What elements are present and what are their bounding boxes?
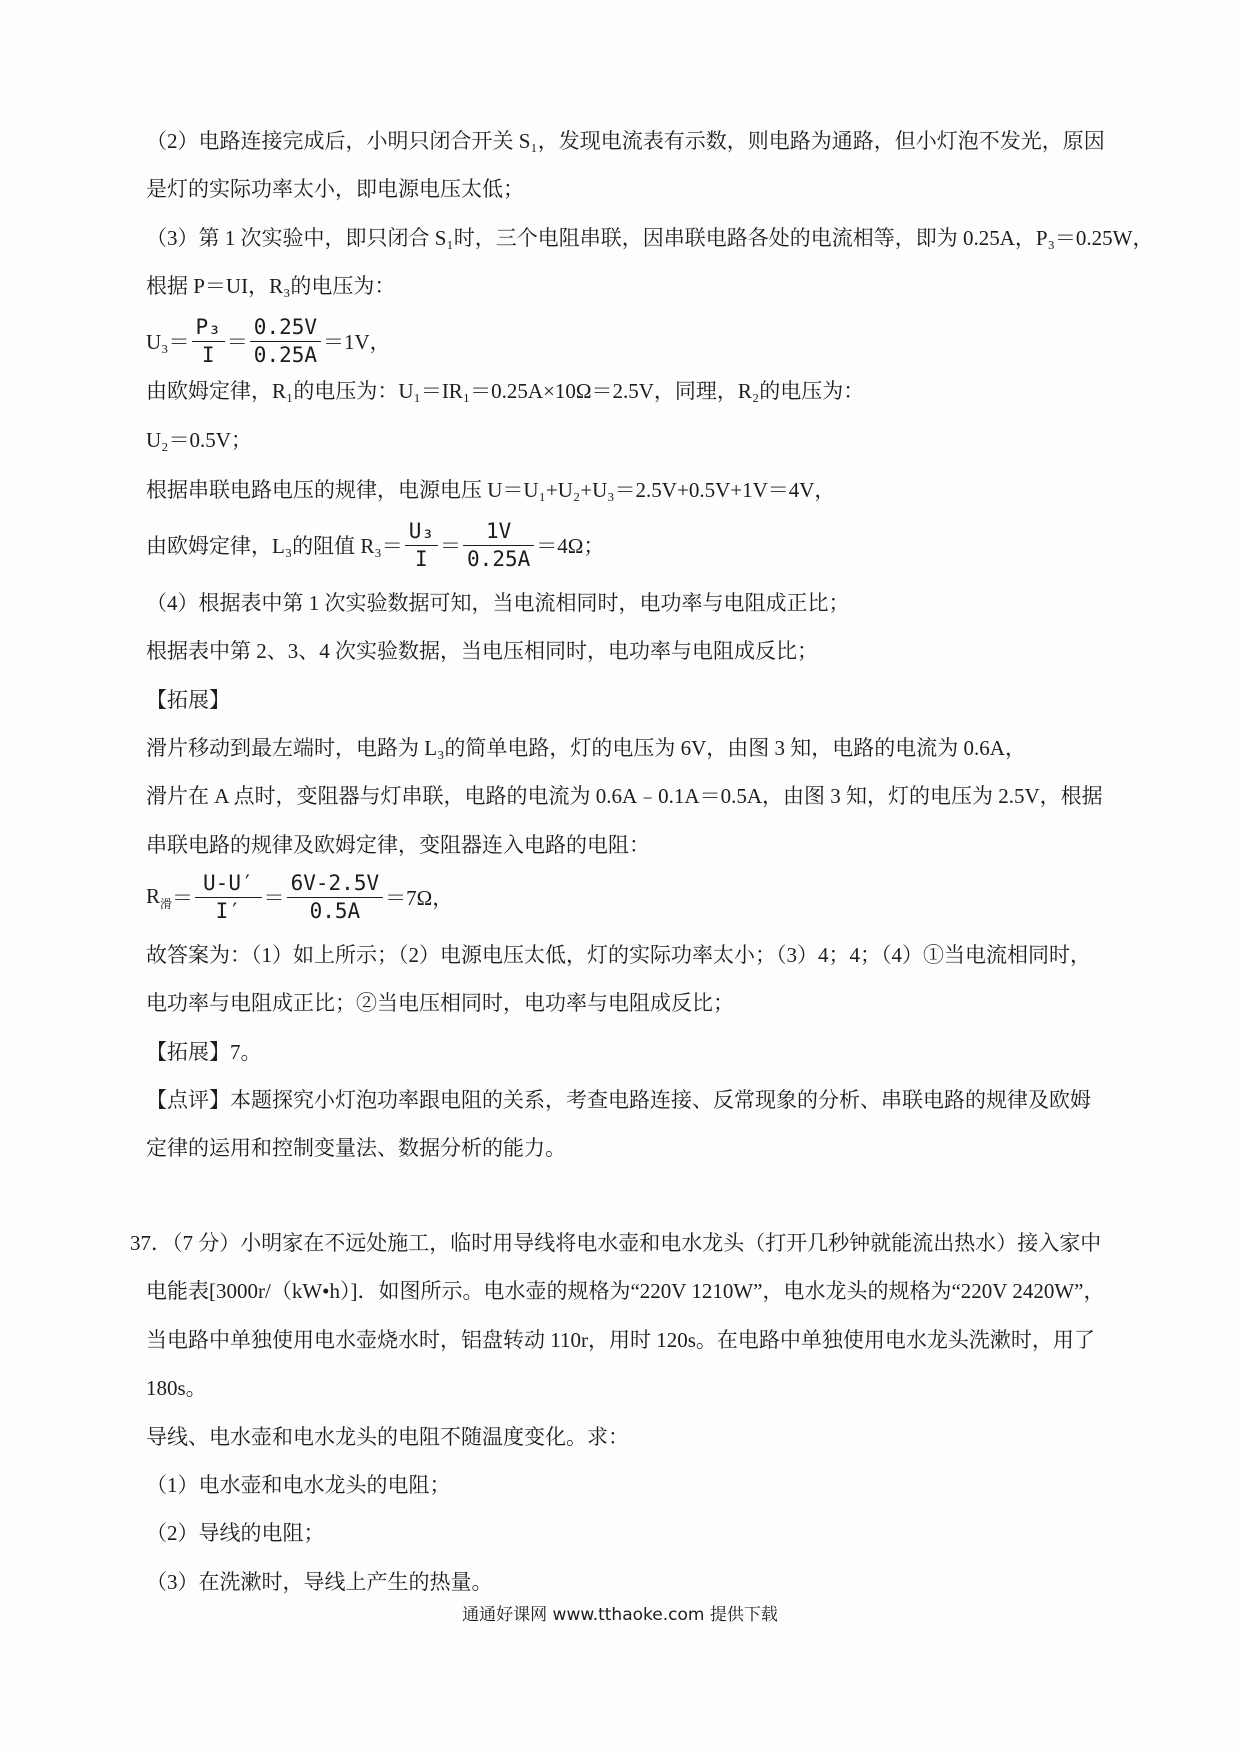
fraction-numerator: U-U′ <box>195 870 262 898</box>
equation-lhs: 由欧姆定律，L₃的阻值 R₃＝ <box>146 534 403 558</box>
equals-sign: ＝ <box>263 886 285 910</box>
fraction-denominator: 0.25A <box>253 342 318 367</box>
part3-line-3: 由欧姆定律，R₁的电压为：U₁＝IR₁＝0.25A×10Ω＝2.5V，同理，R₂的电压为： <box>146 379 865 403</box>
extension-line-1: 滑片移动到最左端时，电路为 L₃的简单电路，灯的电压为 6V，由图 3 知，电路的电流为 0.6A， <box>146 736 1026 760</box>
question-line-4: 180s。 <box>146 1376 207 1400</box>
equation-r3 <box>146 513 604 577</box>
equation-rheostat-resistance <box>146 865 453 929</box>
question-line-3: 当电路中单独使用电水壶烧水时，铝盘转动 110r，用时 120s。在电路中单独使用电水龙头洗漱时，用了 <box>146 1328 1095 1352</box>
fraction-denominator: 0.25A <box>467 546 531 571</box>
fraction-denominator: I′ <box>215 898 241 923</box>
equation-result: ＝4Ω； <box>536 534 605 558</box>
fraction-voltage-over-current <box>405 518 438 573</box>
part3-line-5: 根据串联电路电压的规律，电源电压 U＝U₁+U₂+U₃＝2.5V+0.5V+1V＝4V， <box>146 478 836 502</box>
fraction-numerator: U₃ <box>405 518 438 546</box>
equation-lhs: U₃＝ <box>146 330 190 354</box>
comment-line-1: 【点评】本题探究小灯泡功率跟电阻的关系，考查电路连接、反常现象的分析、串联电路的规律及欧姆 <box>146 1088 1091 1112</box>
equation-result: ＝7Ω， <box>385 886 454 910</box>
answer-line-2: 电功率与电阻成正比；②当电压相同时，电功率与电阻成反比； <box>146 991 734 1015</box>
extension-line-3: 串联电路的规律及欧姆定律，变阻器连入电路的电阻： <box>146 833 650 857</box>
part3-line-4: U₂＝0.5V； <box>146 428 252 452</box>
fraction-numerator: 1V <box>463 518 534 546</box>
question-line-1: 37．（7 分）小明家在不远处施工，临时用导线将电水壶和电水龙头（打开几秒钟就能流出热水）接入家中 <box>130 1231 1102 1255</box>
equals-sign: ＝ <box>226 330 248 354</box>
sub-question-3: （3）在洗漱时，导线上产生的热量。 <box>146 1570 493 1594</box>
part2-line-1: （2）电路连接完成后，小明只闭合开关 S₁，发现电流表有示数，则电路为通路，但小灯泡不发光，原因 <box>146 129 1105 153</box>
fraction-denominator: I <box>201 342 215 367</box>
page-footer: 通通好课网 www.tthaoke.com 提供下载 <box>462 1605 778 1625</box>
part3-line-1: （3）第 1 次实验中，即只闭合 S₁时，三个电阻串联，因串联电路各处的电流相等，即为 0.25A，P₃＝0.25W， <box>146 226 1154 250</box>
equals-sign: ＝ <box>440 534 462 558</box>
equation-u3 <box>146 309 391 373</box>
part4-line-1: （4）根据表中第 1 次实验数据可知，当电流相同时，电功率与电阻成正比； <box>146 591 850 615</box>
fraction-numerator: 6V-2.5V <box>287 870 384 898</box>
fraction-formula <box>195 870 262 925</box>
fraction-numerator: 0.25V <box>250 314 321 342</box>
equation-result: ＝1V， <box>323 330 391 354</box>
fraction-values <box>250 314 321 369</box>
part4-line-2: 根据表中第 2、3、4 次实验数据，当电压相同时，电功率与电阻成反比； <box>146 639 818 663</box>
sub-question-2: （2）导线的电阻； <box>146 1521 325 1545</box>
equals-sign: ＝ <box>172 886 194 910</box>
fraction-values <box>287 870 384 925</box>
fraction-numerator: P₃ <box>192 314 225 342</box>
resistance-symbol <box>146 884 172 910</box>
comment-line-2: 定律的运用和控制变量法、数据分析的能力。 <box>146 1136 566 1160</box>
symbol-letter: R <box>146 884 161 908</box>
answer-line-1: 故答案为：（1）如上所示；（2）电源电压太低，灯的实际功率太小；（3）4；4；（4）①当电流相同时， <box>146 943 1091 967</box>
symbol-subscript: 滑 <box>160 897 173 911</box>
part3-line-2: 根据 P＝UI，R₃的电压为： <box>146 274 396 298</box>
question-condition: 导线、电水壶和电水龙头的电阻不随温度变化。求： <box>146 1425 629 1449</box>
question-line-2: 电能表[3000r/（kW•h）]．如图所示。电水壶的规格为“220V 1210W”，电水龙头的规格为“220V 2420W”， <box>146 1279 1105 1303</box>
fraction-denominator: 0.5A <box>309 898 361 923</box>
extension-line-2: 滑片在 A 点时，变阻器与灯串联，电路的电流为 0.6A﹣0.1A＝0.5A，由图 3 知，灯的电压为 2.5V，根据 <box>146 784 1103 808</box>
part2-line-2: 是灯的实际功率太小，即电源电压太低； <box>146 177 524 201</box>
fraction-power-over-current <box>192 314 225 369</box>
fraction-values <box>463 518 534 573</box>
answer-extension: 【拓展】7。 <box>146 1040 262 1064</box>
fraction-denominator: I <box>415 546 428 571</box>
sub-question-1: （1）电水壶和电水龙头的电阻； <box>146 1473 451 1497</box>
extension-heading: 【拓展】 <box>146 688 230 712</box>
